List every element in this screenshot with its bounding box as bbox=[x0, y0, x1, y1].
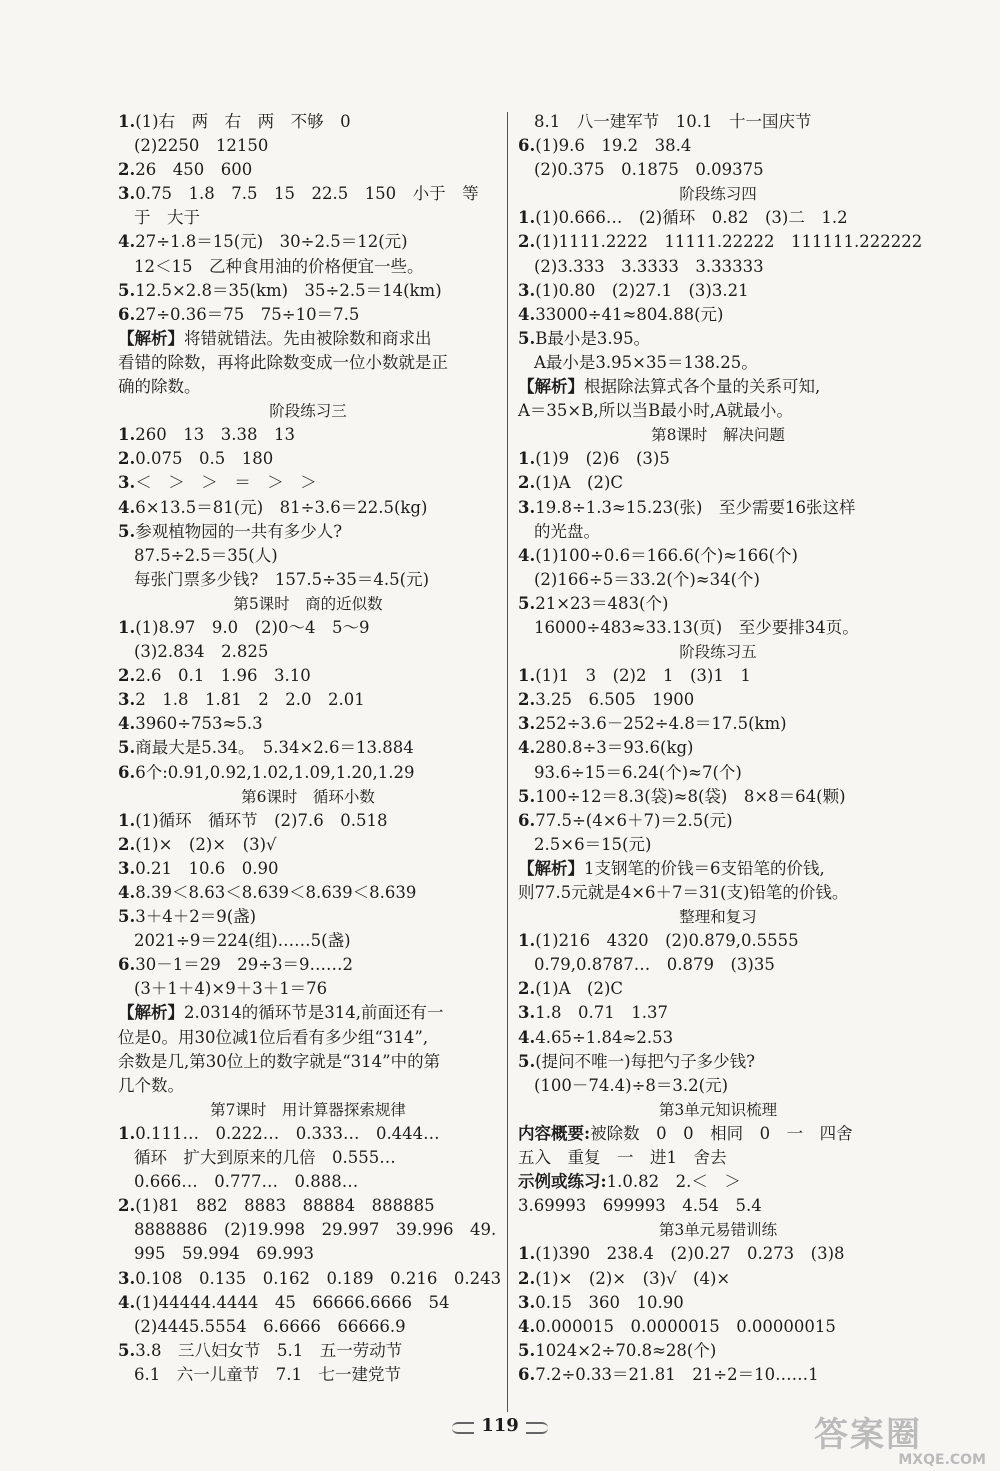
answer-line bbox=[518, 953, 918, 977]
line-text: 30－1＝29 29÷3＝9……2 bbox=[135, 955, 354, 975]
line-text: 260 13 3.38 13 bbox=[135, 425, 295, 445]
answer-line bbox=[118, 255, 498, 279]
answer-line bbox=[518, 761, 918, 785]
line-text: 3960÷753≈5.3 bbox=[135, 714, 263, 734]
answer-line bbox=[518, 688, 918, 712]
section-heading bbox=[518, 182, 918, 206]
answer-line bbox=[518, 327, 918, 351]
question-number: 4. bbox=[518, 304, 536, 324]
answer-line bbox=[118, 447, 498, 471]
answer-line bbox=[118, 1315, 498, 1339]
analysis-tag: 【解析】 bbox=[518, 858, 584, 878]
question-number: 2. bbox=[518, 1268, 536, 1288]
line-text: A最小是3.95×35＝138.25。 bbox=[534, 352, 758, 372]
answer-line bbox=[118, 279, 498, 303]
line-text: 1024×2÷70.8≈28(个) bbox=[535, 1340, 717, 1360]
answer-line bbox=[518, 1050, 918, 1074]
line-text: (1)216 4320 (2)0.879,0.5555 bbox=[535, 931, 799, 951]
line-text: 第7课时 用计算器探索规律 bbox=[210, 1100, 406, 1119]
question-number: 5. bbox=[518, 786, 536, 806]
line-text: 2.0314的循环节是314,前面还有一 bbox=[184, 1003, 444, 1023]
line-text: (1)100÷0.6＝166.6(个)≈166(个) bbox=[535, 545, 798, 565]
question-number: 5. bbox=[118, 521, 136, 541]
line-text: (1)81 882 8883 88884 888885 bbox=[135, 1196, 435, 1216]
line-text: 12.5×2.8＝35(km) 35÷2.5＝14(km) bbox=[135, 280, 442, 300]
answer-line bbox=[518, 857, 918, 881]
question-number: 3. bbox=[118, 473, 136, 493]
answer-line bbox=[118, 520, 498, 544]
answer-line bbox=[518, 712, 918, 736]
line-text: 于 大于 bbox=[134, 208, 200, 228]
answer-line bbox=[118, 881, 498, 905]
line-text: 1支钢笔的价钱＝6支铅笔的价钱, bbox=[584, 858, 825, 878]
line-text: 100÷12＝8.3(袋)≈8(袋) 8×8＝64(颗) bbox=[535, 786, 846, 806]
line-text: 0.000015 0.0000015 0.00000015 bbox=[535, 1316, 836, 1336]
section-heading bbox=[518, 1098, 918, 1122]
line-text: 几个数。 bbox=[118, 1075, 184, 1095]
answer-line bbox=[518, 110, 918, 134]
answer-line bbox=[118, 857, 498, 881]
question-number: 1. bbox=[518, 931, 536, 951]
section-heading bbox=[518, 905, 918, 929]
question-number: 5. bbox=[518, 1340, 536, 1360]
section-heading bbox=[118, 592, 498, 616]
line-text: 循环 扩大到原来的几倍 0.555… bbox=[134, 1148, 396, 1168]
line-text: 21×23＝483(个) bbox=[535, 593, 669, 613]
question-number: 2. bbox=[518, 690, 536, 710]
line-text: (1)0.666… (2)循环 0.82 (3)二 1.2 bbox=[535, 208, 848, 228]
line-text: 995 59.994 69.993 bbox=[134, 1244, 314, 1264]
answer-line bbox=[518, 1267, 918, 1291]
line-text: 8888886 (2)19.998 29.997 39.996 49. bbox=[134, 1220, 497, 1240]
line-text: 8.39＜8.63＜8.639＜8.639＜8.639 bbox=[135, 883, 417, 902]
answer-line bbox=[518, 833, 918, 857]
question-number: 6. bbox=[118, 955, 136, 975]
line-text: 第3单元易错训练 bbox=[658, 1221, 778, 1240]
line-text: (2)2250 12150 bbox=[134, 136, 269, 156]
answer-line bbox=[118, 1170, 498, 1194]
section-heading bbox=[518, 1218, 918, 1242]
answer-line bbox=[118, 471, 498, 495]
line-text: (1)A (2)C bbox=[535, 979, 624, 999]
answer-line bbox=[518, 1001, 918, 1025]
question-number: 1. bbox=[118, 425, 136, 445]
line-text: ＜ ＞ ＞ ＝ ＞ ＞ bbox=[135, 473, 317, 493]
line-text: 阶段练习四 bbox=[679, 185, 757, 204]
question-number: 2. bbox=[118, 1196, 136, 1216]
line-text: 2021÷9＝224(组)……5(盏) bbox=[134, 931, 351, 951]
column-divider bbox=[507, 112, 508, 1412]
question-number: 1. bbox=[518, 1244, 536, 1264]
question-number: 5. bbox=[518, 593, 536, 613]
line-text: (1)1 3 (2)2 1 (3)1 1 bbox=[535, 666, 751, 686]
line-text: (1)0.80 (2)27.1 (3)3.21 bbox=[535, 280, 749, 300]
line-text: 0.666… 0.777… 0.888… bbox=[134, 1172, 359, 1192]
question-number: 3. bbox=[518, 1003, 536, 1023]
answer-line bbox=[518, 471, 918, 495]
answer-line bbox=[518, 375, 918, 399]
answer-line bbox=[518, 1122, 918, 1146]
line-text: 则77.5元就是4×6＋7＝31(支)铅笔的价钱。 bbox=[518, 883, 849, 902]
question-number: 3. bbox=[118, 690, 136, 710]
line-text: (1)A (2)C bbox=[535, 473, 624, 493]
right-column bbox=[518, 110, 923, 1387]
answer-line bbox=[518, 592, 918, 616]
line-text: 第5课时 商的近似数 bbox=[233, 594, 383, 613]
question-number: 3. bbox=[118, 858, 136, 878]
answer-line bbox=[518, 520, 918, 544]
line-text: (1)9 (2)6 (3)5 bbox=[535, 449, 670, 469]
line-text: 2.5×6＝15(元) bbox=[534, 834, 652, 854]
line-text: 4.65÷1.84≈2.53 bbox=[535, 1027, 674, 1047]
page-number: 119 bbox=[476, 1412, 524, 1440]
line-text: 0.111… 0.222… 0.333… 0.444… bbox=[135, 1123, 440, 1143]
question-number: 5. bbox=[118, 280, 136, 300]
line-text: 0.075 0.5 180 bbox=[135, 449, 274, 469]
line-text: 12＜15 乙种食用油的价格便宜一些。 bbox=[134, 256, 424, 276]
answer-line bbox=[518, 1074, 918, 1098]
line-text: 33000÷41≈804.88(元) bbox=[535, 304, 724, 324]
answer-line bbox=[118, 809, 498, 833]
line-text: 第8课时 解决问题 bbox=[651, 426, 785, 445]
question-number: 2. bbox=[518, 232, 536, 252]
line-text: (1)循环 循环节 (2)7.6 0.518 bbox=[135, 810, 388, 830]
answer-line bbox=[518, 230, 923, 254]
line-text: (3＋1＋4)×9＋3＋1＝76 bbox=[134, 979, 328, 999]
question-number: 4. bbox=[118, 714, 136, 734]
answer-line bbox=[118, 1291, 498, 1315]
answer-line bbox=[118, 206, 498, 230]
line-text: 根据除法算式各个量的关系可知, bbox=[584, 377, 821, 397]
answer-line bbox=[518, 881, 918, 905]
answer-line bbox=[518, 544, 918, 568]
line-text: 看错的除数，再将此除数变成一位小数就是正 bbox=[118, 352, 448, 372]
answer-line bbox=[118, 688, 498, 712]
line-text: 26 450 600 bbox=[135, 160, 253, 180]
question-number: 3. bbox=[118, 184, 136, 204]
answer-line bbox=[118, 1363, 498, 1387]
answer-line bbox=[118, 303, 498, 327]
question-number: 2. bbox=[118, 834, 136, 854]
section-heading bbox=[118, 785, 498, 809]
answer-line bbox=[518, 496, 918, 520]
line-text: (提问不唯一)每把勺子多少钱? bbox=[535, 1051, 755, 1071]
analysis-tag: 【解析】 bbox=[118, 1003, 184, 1023]
question-number: 4. bbox=[518, 1027, 536, 1047]
line-text: 280.8÷3＝93.6(kg) bbox=[535, 738, 694, 758]
question-number: 6. bbox=[518, 1364, 536, 1384]
line-text: (1)8.97 9.0 (2)0～4 5～9 bbox=[135, 617, 370, 637]
line-text: 的光盘。 bbox=[534, 521, 600, 541]
line-text: (100－74.4)÷8＝3.2(元) bbox=[534, 1075, 729, 1095]
answer-line bbox=[118, 182, 498, 206]
line-text: 6.1 六一儿童节 7.1 七一建党节 bbox=[134, 1364, 401, 1384]
question-number: 2. bbox=[518, 473, 536, 493]
question-number: 2. bbox=[518, 979, 536, 999]
line-text: 8.1 八一建军节 10.1 十一国庆节 bbox=[534, 112, 812, 131]
line-text: 27÷0.36＝75 75÷10＝7.5 bbox=[135, 304, 360, 324]
line-text: 77.5÷(4×6＋7)＝2.5(元) bbox=[535, 810, 733, 830]
answer-line bbox=[518, 1026, 918, 1050]
question-number: 3. bbox=[518, 280, 536, 300]
line-text: 27÷1.8＝15(元) 30÷2.5＝12(元) bbox=[135, 232, 408, 252]
line-text: 0.15 360 10.90 bbox=[535, 1292, 684, 1312]
question-number: 1. bbox=[118, 112, 136, 131]
question-number: 6. bbox=[518, 136, 536, 156]
answer-line bbox=[518, 929, 918, 953]
answer-line bbox=[118, 351, 498, 375]
line-text: 7.2÷0.33＝21.81 21÷2＝10……1 bbox=[535, 1364, 819, 1384]
answer-line bbox=[118, 1194, 498, 1218]
question-number: 1. bbox=[118, 1123, 136, 1143]
question-number: 3. bbox=[118, 1268, 136, 1288]
question-number: 4. bbox=[118, 497, 136, 517]
line-text: (2)0.375 0.1875 0.09375 bbox=[534, 160, 764, 180]
question-number: 5. bbox=[518, 1051, 536, 1071]
line-text: 93.6÷15＝6.24(个)≈7(个) bbox=[534, 762, 742, 782]
answer-line bbox=[118, 833, 498, 857]
line-text: 2 1.8 1.81 2 2.0 2.01 bbox=[135, 690, 365, 710]
line-text: 3＋4＋2＝9(盏) bbox=[135, 907, 257, 927]
answer-line bbox=[118, 375, 498, 399]
answer-line bbox=[118, 568, 498, 592]
line-text: 0.79,0.8787… 0.879 (3)35 bbox=[534, 955, 775, 975]
answer-line bbox=[518, 399, 918, 423]
answer-line bbox=[518, 206, 918, 230]
answer-line bbox=[118, 1267, 502, 1291]
line-text: (1)× (2)× (3)√ (4)× bbox=[535, 1268, 731, 1288]
question-number: 4. bbox=[118, 1292, 136, 1312]
answer-line bbox=[518, 1146, 918, 1170]
answer-line bbox=[518, 568, 918, 592]
section-heading bbox=[118, 399, 498, 423]
answer-line bbox=[118, 1218, 498, 1242]
line-text: 3.69993 699993 4.54 5.4 bbox=[518, 1196, 762, 1216]
question-number: 4. bbox=[518, 545, 536, 565]
answer-line bbox=[518, 1170, 918, 1194]
answer-line bbox=[118, 1026, 498, 1050]
answer-line bbox=[518, 134, 918, 158]
answer-line bbox=[118, 423, 498, 447]
answer-line bbox=[118, 1001, 498, 1025]
answer-line bbox=[118, 544, 498, 568]
answer-line bbox=[118, 616, 498, 640]
watermark-logo bbox=[814, 1415, 994, 1468]
line-text: 参观植物园的一共有多少人? bbox=[135, 521, 343, 541]
question-number: 5. bbox=[518, 328, 536, 348]
answer-line bbox=[518, 351, 918, 375]
answer-line bbox=[118, 664, 498, 688]
question-number: 1. bbox=[118, 810, 136, 830]
answer-line bbox=[118, 110, 498, 134]
answer-line bbox=[118, 1122, 498, 1146]
line-text: 87.5÷2.5＝35(人) bbox=[134, 545, 278, 565]
line-text: 每张门票多少钱? 157.5÷35＝4.5(元) bbox=[134, 569, 430, 589]
answer-line bbox=[118, 1146, 498, 1170]
question-number: 5. bbox=[118, 738, 136, 758]
line-text: 6×13.5＝81(元) 81÷3.6＝22.5(kg) bbox=[135, 497, 428, 517]
answer-line bbox=[118, 1074, 498, 1098]
line-text: B最小是3.95。 bbox=[535, 328, 651, 348]
answer-line bbox=[518, 447, 918, 471]
answer-line bbox=[518, 664, 918, 688]
question-number: 4. bbox=[118, 883, 136, 902]
line-text: (1)右 两 右 两 不够 0 bbox=[135, 112, 351, 131]
line-text: A＝35×B,所以当B最小时,A就最小。 bbox=[518, 401, 793, 421]
answer-line bbox=[118, 1339, 498, 1363]
line-text: 阶段练习五 bbox=[679, 643, 757, 662]
line-text: 第3单元知识梳理 bbox=[658, 1100, 778, 1119]
answer-line bbox=[118, 977, 498, 1001]
line-text: 位是0。用30位减1位后看有多少组“314”, bbox=[118, 1027, 429, 1047]
line-text: (2)166÷5＝33.2(个)≈34(个) bbox=[534, 569, 760, 589]
line-text: 0.21 10.6 0.90 bbox=[135, 858, 279, 878]
line-text: (1)9.6 19.2 38.4 bbox=[535, 136, 692, 156]
line-text: 1.8 0.71 1.37 bbox=[535, 1003, 668, 1023]
question-number: 3. bbox=[518, 497, 536, 517]
line-text: 252÷3.6－252÷4.8＝17.5(km) bbox=[535, 714, 787, 734]
line-text: 五入 重复 一 进1 舍去 bbox=[518, 1148, 727, 1168]
line-text: 确的除数。 bbox=[118, 377, 201, 397]
section-heading bbox=[118, 1098, 498, 1122]
answer-line bbox=[518, 1242, 918, 1266]
answer-line bbox=[518, 279, 918, 303]
question-number: 1. bbox=[118, 617, 136, 637]
line-text: 3.25 6.505 1900 bbox=[535, 690, 695, 710]
answer-line bbox=[518, 736, 918, 760]
line-text: 0.75 1.8 7.5 15 22.5 150 小于 等 bbox=[135, 184, 479, 204]
answer-line bbox=[518, 255, 918, 279]
answer-line bbox=[118, 712, 498, 736]
line-text: 6个:0.91,0.92,1.02,1.09,1.20,1.29 bbox=[135, 762, 415, 782]
question-number: 5. bbox=[118, 907, 136, 927]
answer-line bbox=[118, 327, 498, 351]
question-number: 6. bbox=[518, 810, 536, 830]
answer-line bbox=[118, 905, 498, 929]
analysis-tag: 示例或练习: bbox=[518, 1172, 607, 1192]
section-heading bbox=[518, 423, 918, 447]
question-number: 3. bbox=[518, 1292, 536, 1312]
line-text: 2.6 0.1 1.96 3.10 bbox=[135, 666, 311, 686]
question-number: 1. bbox=[518, 208, 536, 228]
line-text: 第6课时 循环小数 bbox=[241, 787, 375, 806]
answer-line bbox=[118, 736, 498, 760]
question-number: 4. bbox=[518, 1316, 536, 1336]
section-heading bbox=[518, 640, 918, 664]
line-text: (2)4445.5554 6.6666 66666.9 bbox=[134, 1316, 406, 1336]
line-text: 将错就错法。先由被除数和商求出 bbox=[184, 328, 432, 348]
left-column bbox=[118, 110, 502, 1387]
line-text: 3.8 三八妇女节 5.1 五一劳动节 bbox=[135, 1340, 403, 1360]
question-number: 6. bbox=[118, 304, 136, 324]
question-number: 4. bbox=[518, 738, 536, 758]
answer-line bbox=[118, 761, 498, 785]
answer-line bbox=[518, 616, 918, 640]
answer-line bbox=[518, 809, 918, 833]
line-text: (3)2.834 2.825 bbox=[134, 642, 269, 662]
line-text: 余数是几,第30位上的数字就是“314”中的第 bbox=[118, 1051, 441, 1071]
line-text: 被除数 0 0 相同 0 一 四舍 bbox=[590, 1123, 853, 1143]
line-text: 19.8÷1.3≈15.23(张) 至少需要16张这样 bbox=[535, 497, 856, 517]
watermark-text-en: MXQE.COM bbox=[898, 1452, 986, 1468]
question-number: 2. bbox=[118, 666, 136, 686]
line-text: (1)44444.4444 45 66666.6666 54 bbox=[135, 1292, 450, 1312]
question-number: 1. bbox=[518, 449, 536, 469]
answer-line bbox=[118, 230, 498, 254]
line-text: (1)× (2)× (3)√ bbox=[135, 834, 277, 854]
line-text: 16000÷483≈33.13(页) 至少要排34页。 bbox=[534, 617, 859, 637]
question-number: 4. bbox=[118, 232, 136, 252]
line-text: 0.108 0.135 0.162 0.189 0.216 0.243 bbox=[135, 1268, 502, 1288]
answer-line bbox=[518, 158, 918, 182]
answer-line bbox=[118, 134, 498, 158]
question-number: 1. bbox=[518, 666, 536, 686]
answer-line bbox=[518, 977, 918, 1001]
question-number: 2. bbox=[118, 449, 136, 469]
line-text: (2)3.333 3.3333 3.33333 bbox=[534, 256, 764, 276]
line-text: 1.0.82 2.＜ ＞ bbox=[606, 1172, 741, 1192]
answer-line bbox=[518, 1339, 918, 1363]
line-text: 商最大是5.34。 5.34×2.6＝13.884 bbox=[135, 738, 414, 758]
question-number: 5. bbox=[118, 1340, 136, 1360]
question-number: 6. bbox=[118, 762, 136, 782]
line-text: 阶段练习三 bbox=[269, 402, 347, 421]
answer-line bbox=[118, 496, 498, 520]
answer-line bbox=[118, 640, 498, 664]
answer-line bbox=[118, 158, 498, 182]
line-text: 整理和复习 bbox=[679, 908, 757, 927]
answer-line bbox=[518, 1194, 918, 1218]
answer-line bbox=[518, 785, 918, 809]
answer-line bbox=[118, 953, 498, 977]
watermark-text-cn: 答案圈 bbox=[814, 1415, 922, 1455]
answer-line bbox=[518, 1315, 918, 1339]
answer-line bbox=[518, 1363, 918, 1387]
answer-line bbox=[518, 303, 918, 327]
analysis-tag: 【解析】 bbox=[518, 377, 584, 397]
line-text: (1)390 238.4 (2)0.27 0.273 (3)8 bbox=[535, 1244, 845, 1264]
answer-line bbox=[118, 1242, 498, 1266]
analysis-tag: 【解析】 bbox=[118, 328, 184, 348]
answer-line bbox=[118, 1050, 498, 1074]
analysis-tag: 内容概要: bbox=[518, 1123, 591, 1143]
question-number: 3. bbox=[518, 714, 536, 734]
question-number: 2. bbox=[118, 160, 136, 180]
line-text: (1)1111.2222 11111.22222 111111.222222 bbox=[535, 232, 923, 252]
answer-line bbox=[118, 929, 498, 953]
answer-line bbox=[518, 1291, 918, 1315]
